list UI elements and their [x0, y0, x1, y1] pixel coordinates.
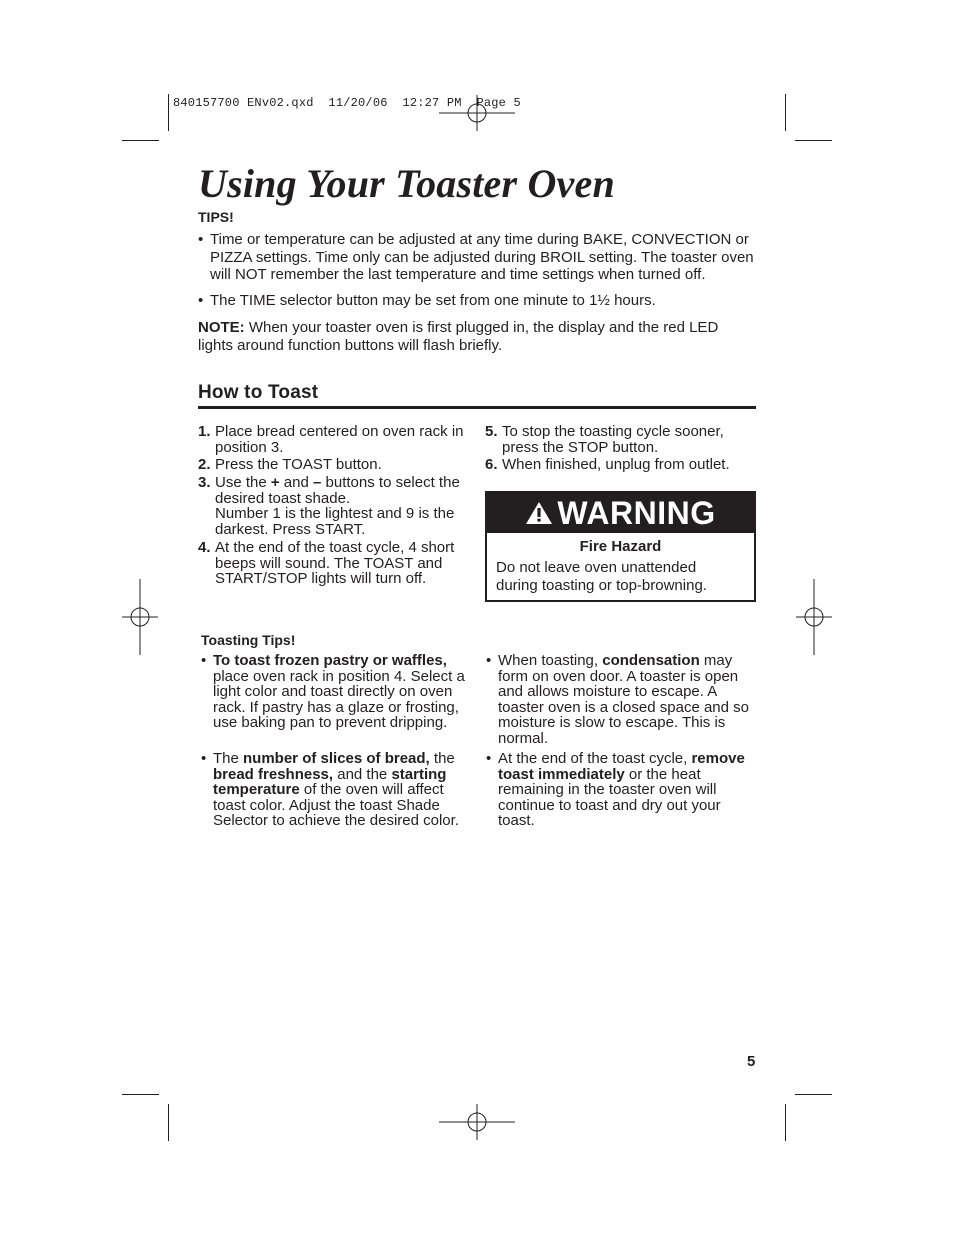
step-text: Place bread centered on oven rack in position 3.	[215, 423, 464, 456]
registration-mark	[102, 579, 178, 655]
tip-text-part: of the oven will affect toast color. Adjust the toast Shade Selector to achieve the desired color.	[213, 781, 459, 829]
bullet-dot: •	[198, 231, 204, 248]
tip-text-bold: starting temperature	[213, 765, 447, 798]
step-item	[485, 457, 755, 473]
minus-icon: –	[313, 474, 322, 491]
step-item	[198, 475, 473, 537]
note-label: NOTE:	[198, 319, 245, 336]
crop-mark	[785, 1104, 786, 1141]
step-item	[198, 424, 473, 455]
tip-text-part: the	[429, 750, 455, 767]
tip-text-bold: remove toast immediately	[498, 750, 745, 783]
tip-text-part: or the heat remaining in the toaster oven will continue to toast and dry out your toast.	[498, 765, 721, 829]
tips-label: TIPS!	[198, 209, 234, 225]
print-slug: 840157700 ENv02.qxd 11/20/06 12:27 PM Page 5	[173, 96, 521, 110]
section-heading: How to Toast	[198, 382, 319, 403]
crop-mark	[168, 1104, 169, 1141]
tip-text-part: At the end of the toast cycle,	[498, 750, 692, 767]
step-text	[215, 475, 473, 537]
tip-item	[198, 231, 763, 284]
toasting-tip	[201, 653, 469, 731]
tip-text-bold: bread freshness,	[213, 765, 334, 783]
registration-mark	[439, 75, 515, 151]
bullet-dot: •	[201, 750, 207, 767]
warning-header	[487, 493, 754, 533]
crop-mark	[795, 1094, 832, 1095]
tip-text-bold: number of slices of bread,	[243, 750, 430, 767]
step-text-part: buttons to select the desired toast shade.	[215, 474, 460, 507]
tip-text-bold: condensation	[602, 652, 700, 669]
step-text-part: Use the	[215, 474, 271, 491]
step-number: 3.	[198, 474, 211, 491]
step-number: 4.	[198, 539, 211, 556]
tip-text-part: The	[213, 750, 244, 767]
step-number: 5.	[485, 423, 498, 440]
step-text: At the end of the toast cycle, 4 short beeps will sound. The TOAST and START/STOP lights will turn off.	[215, 539, 455, 587]
bullet-dot: •	[198, 292, 204, 309]
step-item	[485, 424, 755, 455]
warning-text: Do not leave oven unattended during toasting or top-browning.	[496, 559, 707, 594]
tip-text	[213, 751, 469, 829]
step-text-part: Number 1 is the lightest and 9 is the darkest. Press START.	[215, 505, 455, 538]
tip-text	[498, 653, 756, 746]
crop-mark	[795, 140, 832, 141]
tip-text-part: When toasting,	[498, 652, 603, 669]
tip-text	[213, 653, 469, 731]
bullet-dot: •	[486, 652, 492, 669]
crop-mark	[168, 94, 169, 131]
step-number: 2.	[198, 456, 211, 473]
warning-triangle-icon	[525, 500, 553, 526]
tip-item	[198, 292, 763, 310]
toasting-tip	[486, 751, 756, 829]
toasting-tip	[486, 653, 756, 746]
step-text: To stop the toasting cycle sooner, press the STOP button.	[502, 423, 724, 456]
plus-icon: +	[270, 474, 280, 491]
toasting-tips-label: Toasting Tips!	[201, 632, 296, 648]
tip-text	[498, 751, 756, 829]
note	[198, 319, 738, 354]
page-number: 5	[747, 1053, 756, 1070]
step-number: 6.	[485, 456, 498, 473]
page-title: Using Your Toaster Oven	[198, 161, 615, 206]
step-number: 1.	[198, 423, 211, 440]
crop-mark	[122, 140, 159, 141]
registration-mark	[776, 579, 852, 655]
bullet-dot: •	[201, 652, 207, 669]
tip-text: Time or temperature can be adjusted at any time during BAKE, CONVECTION or PIZZA settings. Time only can be adjusted during BROIL setting. The toaster oven will NOT remember the last temperature and time settings when turned off.	[210, 231, 754, 283]
note-text: When your toaster oven is first plugged in, the display and the red LED lights around function buttons will flash briefly.	[198, 319, 719, 354]
crop-mark	[122, 1094, 159, 1095]
toasting-tip	[201, 751, 469, 829]
tip-text: The TIME selector button may be set from one minute to 1½ hours.	[210, 292, 656, 309]
crop-mark	[785, 94, 786, 131]
step-item	[198, 540, 473, 587]
tip-text-part: may form on oven door. A toaster is open and allows moisture to escape. A toaster oven is a closed space and so moisture is slow to escape. This is normal.	[498, 652, 749, 747]
warning-heading: WARNING	[557, 494, 716, 531]
tip-text-bold: To toast frozen pastry or waffles,	[213, 652, 447, 669]
bullet-dot: •	[486, 750, 492, 767]
warning-box	[485, 491, 756, 602]
step-item	[198, 457, 473, 473]
step-text: When finished, unplug from outlet.	[502, 456, 730, 473]
step-text: Press the TOAST button.	[215, 456, 382, 473]
tip-text-part: place oven rack in position 4. Select a light color and toast directly on oven rack. If pastry has a glaze or frosting, use baking pan to prevent dripping.	[213, 667, 465, 731]
section-rule	[198, 406, 756, 409]
tip-text-part: and the	[333, 765, 392, 783]
registration-mark	[439, 1084, 515, 1160]
step-text-part: and	[279, 474, 314, 491]
warning-subheading: Fire Hazard	[579, 538, 662, 555]
